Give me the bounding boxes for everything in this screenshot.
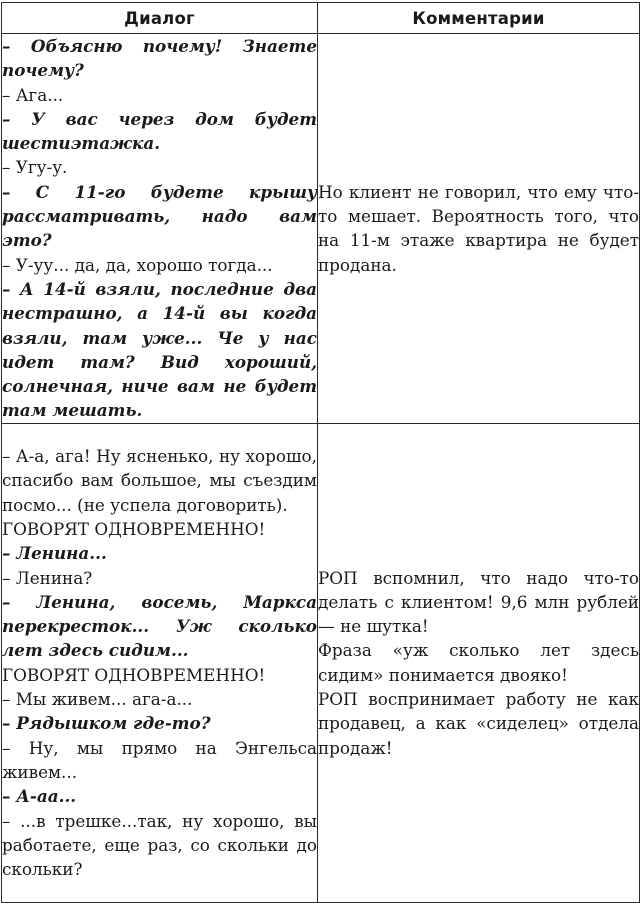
comment-paragraph: РОП воспринимает работу не как продавец, а как «сиделец» отдела продаж! [318, 689, 639, 758]
simultaneous-speech-note: ГОВОРЯТ ОДНОВРЕМЕННО! [2, 664, 266, 685]
column-header-dialog: Диалог [2, 3, 318, 34]
table-row [2, 34, 640, 424]
client-line: – Ага... [2, 84, 64, 105]
comment-cell [318, 423, 640, 902]
client-line: – У-уу... да, да, хорошо тогда... [2, 254, 273, 275]
manager-line: – Объясню почему! Знаете почему? [2, 36, 317, 81]
simultaneous-speech-note: ГОВОРЯТ ОДНОВРЕМЕННО! [2, 518, 266, 539]
manager-line: – Ленина... [2, 543, 107, 564]
comment-paragraph: Фраза «уж сколько лет здесь сидим» понимается двояко! [318, 640, 639, 685]
comment-paragraph: Но клиент не говорил, что ему что-то мешает. Вероятность того, что на 11-м этаже квартира не будет продана. [318, 181, 639, 275]
client-line: – Мы живем... ага-а... [2, 689, 193, 710]
dialog-cell [2, 423, 318, 902]
dialog-comments-table [1, 2, 640, 903]
table-header-row [2, 3, 640, 34]
client-line: – Ну, мы прямо на Энгельса живем... [2, 737, 317, 782]
client-line: – Угу-у. [2, 157, 68, 178]
table-row [2, 423, 640, 902]
client-line: – Ленина? [2, 567, 93, 588]
manager-line: – У вас через дом будет шестиэтажка. [2, 108, 317, 154]
comment-cell [318, 34, 640, 424]
manager-line: – А-аа... [2, 786, 77, 807]
comment-paragraph: РОП вспомнил, что надо что-то делать с клиентом! 9,6 млн рублей — не шутка! [318, 567, 639, 637]
client-line: – ...в трешке...так, ну хорошо, вы работаете, еще раз, со скольки до скольки? [2, 810, 317, 880]
manager-line: – Рядышком где-то? [2, 713, 211, 734]
client-line: – А-а, ага! Ну ясненько, ну хорошо, спасибо вам большое, мы съездим посмо... (не успела договорить). [2, 446, 317, 515]
manager-line: – Ленина, восемь, Маркса перекресток... Уж сколько лет здесь сидим... [2, 591, 317, 661]
column-header-comments: Комментарии [318, 3, 640, 34]
manager-line: – С 11-го будете крышу рассматривать, надо вам это? [2, 181, 317, 251]
manager-line: – А 14-й взяли, последние два нестрашно, а 14-й вы когда взяли, там уже... Че у нас идет там? Вид хороший, солнечная, ниче вам не будет там мешать. [2, 278, 317, 421]
dialog-cell [2, 34, 318, 424]
